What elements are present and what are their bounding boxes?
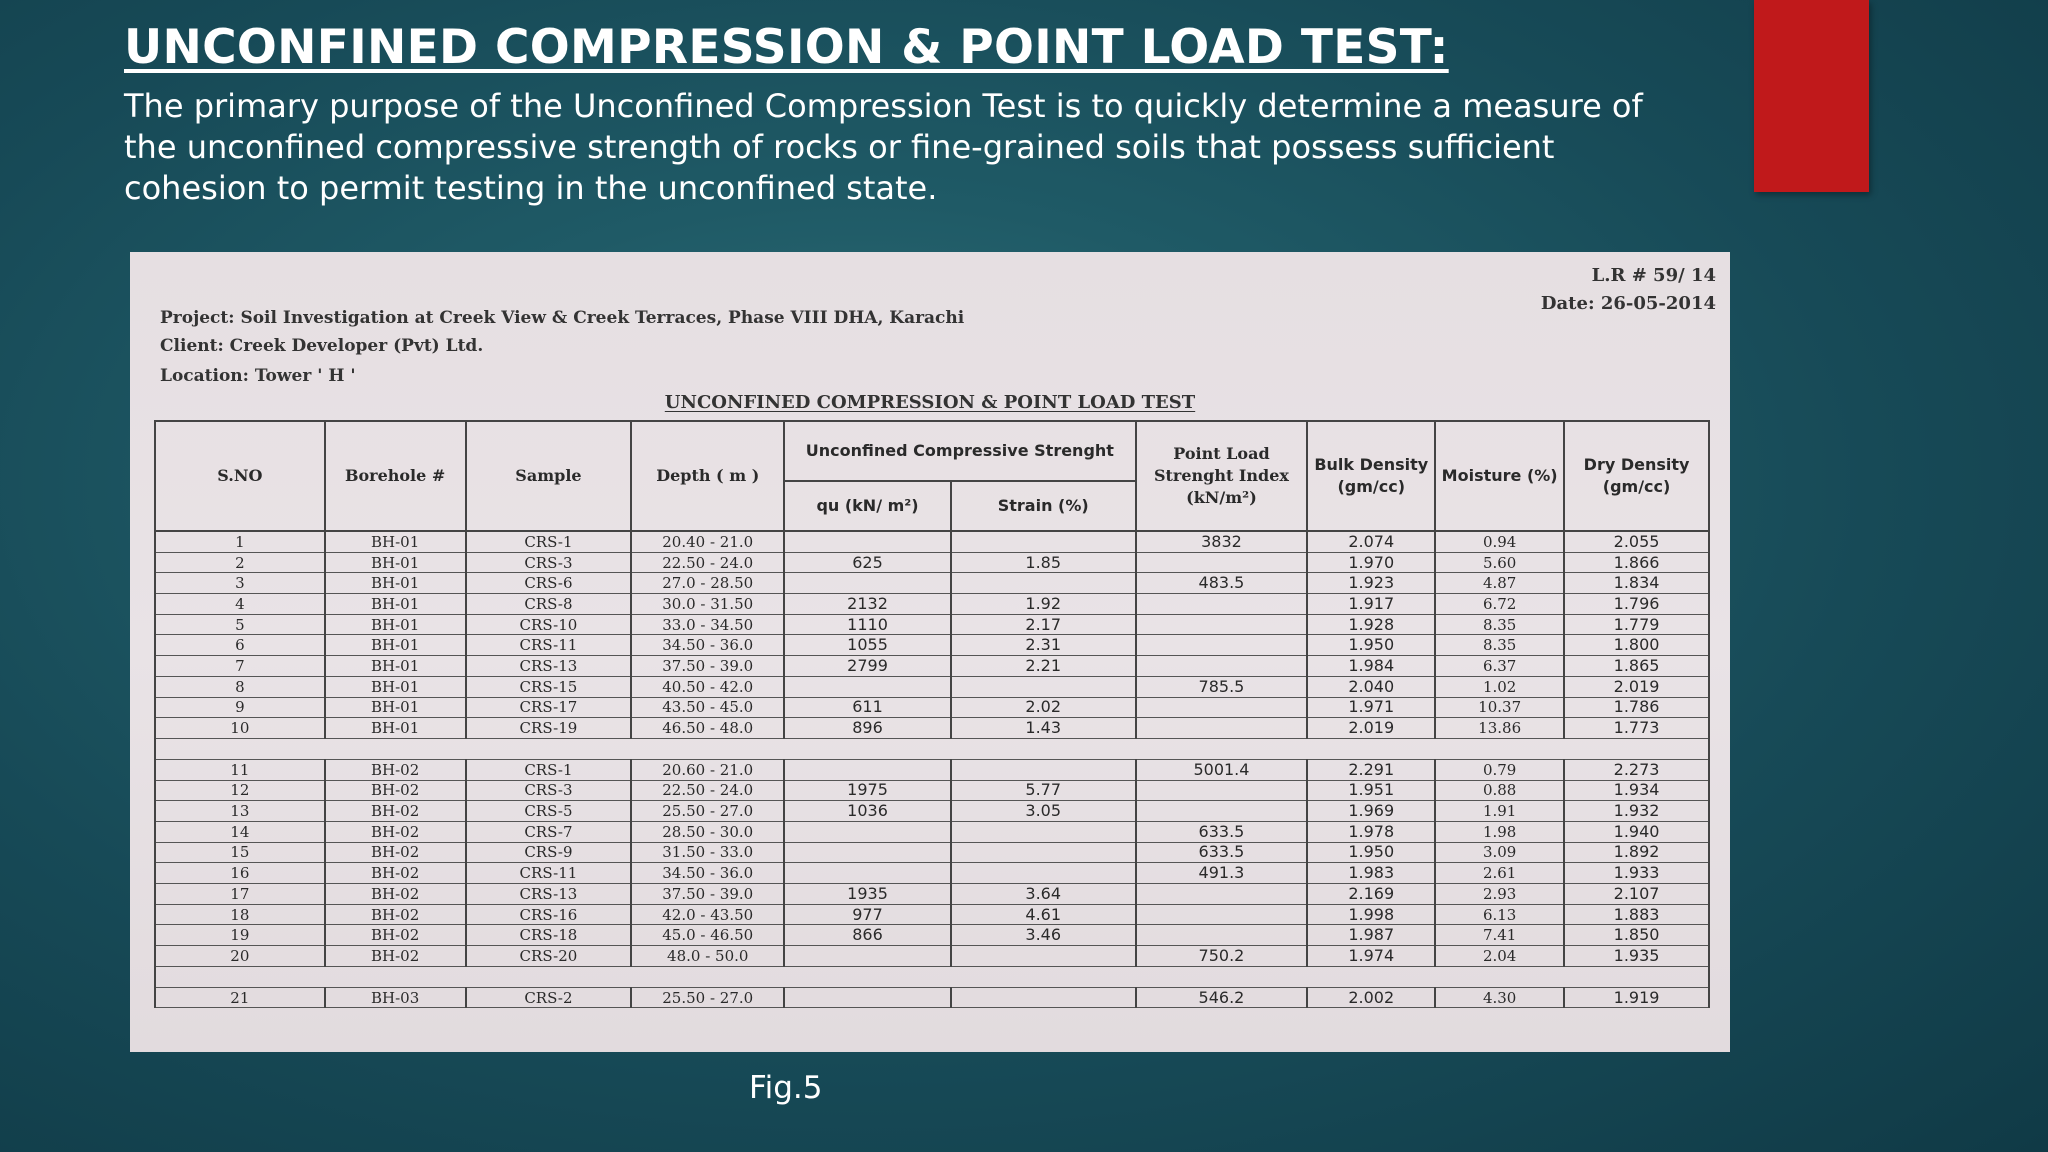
table-row [155, 904, 1709, 925]
table-cell: 3.64 [951, 884, 1136, 905]
table-cell: 896 [784, 718, 951, 739]
table-row [155, 697, 1709, 718]
test-results-table [154, 420, 1710, 1008]
table-cell: CRS-20 [466, 946, 632, 967]
table-cell [784, 863, 951, 884]
table-cell: 20.40 - 21.0 [631, 531, 784, 552]
table-cell: 1.85 [951, 552, 1136, 573]
table-cell [1136, 904, 1308, 925]
table-cell [1136, 594, 1308, 615]
table-cell: CRS-11 [466, 863, 632, 884]
figure-caption: Fig.5 [749, 1070, 823, 1106]
table-cell: CRS-17 [466, 697, 632, 718]
table-cell: 1.987 [1307, 925, 1435, 946]
table-cell: 2.169 [1307, 884, 1435, 905]
table-cell: BH-01 [325, 573, 466, 594]
table-cell: 1.923 [1307, 573, 1435, 594]
table-cell: 11 [155, 759, 325, 780]
table-cell: 31.50 - 33.0 [631, 842, 784, 863]
table-cell: BH-01 [325, 531, 466, 552]
table-cell: 1.43 [951, 718, 1136, 739]
table-cell: 25.50 - 27.0 [631, 987, 784, 1008]
table-cell: 0.88 [1435, 780, 1564, 801]
table-cell: 866 [784, 925, 951, 946]
table-cell: 20 [155, 946, 325, 967]
table-cell: CRS-11 [466, 635, 632, 656]
table-cell: 1.940 [1564, 821, 1709, 842]
table-cell: 5.60 [1435, 552, 1564, 573]
table-cell: 3832 [1136, 531, 1308, 552]
location-line: Location: Tower ' H ' [160, 366, 356, 386]
client-line: Client: Creek Developer (Pvt) Ltd. [160, 336, 484, 356]
table-cell [1136, 552, 1308, 573]
table-cell: 1.02 [1435, 676, 1564, 697]
table-cell: 1.928 [1307, 614, 1435, 635]
table-row [155, 759, 1709, 780]
table-cell: 9 [155, 697, 325, 718]
table-row [155, 614, 1709, 635]
table-cell [1136, 656, 1308, 677]
table-cell: BH-01 [325, 697, 466, 718]
table-cell [951, 573, 1136, 594]
table-row [155, 801, 1709, 822]
table-cell: BH-01 [325, 676, 466, 697]
table-cell: BH-02 [325, 884, 466, 905]
table-row [155, 946, 1709, 967]
table-cell: BH-01 [325, 594, 466, 615]
table-cell: CRS-13 [466, 656, 632, 677]
table-cell: 977 [784, 904, 951, 925]
table-cell: 3.46 [951, 925, 1136, 946]
table-cell: 0.79 [1435, 759, 1564, 780]
table-spacer-row [155, 738, 1709, 759]
table-cell: BH-02 [325, 821, 466, 842]
table-cell: 4.61 [951, 904, 1136, 925]
table-cell: 37.50 - 39.0 [631, 656, 784, 677]
header-strain: Strain (%) [951, 481, 1136, 531]
table-row [155, 531, 1709, 552]
red-accent-bar [1754, 0, 1869, 192]
table-cell: 1.950 [1307, 842, 1435, 863]
table-cell: 18 [155, 904, 325, 925]
slide-title: UNCONFINED COMPRESSION & POINT LOAD TEST: [124, 20, 1449, 75]
table-cell: 2132 [784, 594, 951, 615]
table-cell: BH-01 [325, 635, 466, 656]
table-title: UNCONFINED COMPRESSION & POINT LOAD TEST [664, 392, 1196, 413]
header-bulk-density: Bulk Density (gm/cc) [1307, 421, 1435, 531]
table-cell: 16 [155, 863, 325, 884]
table-cell: 1.892 [1564, 842, 1709, 863]
table-cell: 2.291 [1307, 759, 1435, 780]
table-cell [784, 987, 951, 1008]
table-cell: 1.934 [1564, 780, 1709, 801]
table-cell: 2.17 [951, 614, 1136, 635]
table-cell: 1.779 [1564, 614, 1709, 635]
table-cell: 0.94 [1435, 531, 1564, 552]
table-cell: 10 [155, 718, 325, 739]
table-cell: BH-01 [325, 718, 466, 739]
table-cell: 28.50 - 30.0 [631, 821, 784, 842]
table-cell: 2.107 [1564, 884, 1709, 905]
table-cell: 43.50 - 45.0 [631, 697, 784, 718]
table-cell: 10.37 [1435, 697, 1564, 718]
header-sample: Sample [466, 421, 632, 531]
table-cell: 7 [155, 656, 325, 677]
table-cell [1136, 801, 1308, 822]
table-cell: 2.31 [951, 635, 1136, 656]
table-cell [951, 759, 1136, 780]
table-cell: 12 [155, 780, 325, 801]
table-cell [1136, 780, 1308, 801]
table-cell: 2.019 [1307, 718, 1435, 739]
table-cell: CRS-19 [466, 718, 632, 739]
table-cell: CRS-5 [466, 801, 632, 822]
table-cell: 5 [155, 614, 325, 635]
table-cell: 27.0 - 28.50 [631, 573, 784, 594]
table-cell: BH-02 [325, 925, 466, 946]
table-cell: 1055 [784, 635, 951, 656]
table-cell: 3.05 [951, 801, 1136, 822]
header-point-load: Point Load Strenght Index (kN/m²) [1136, 421, 1308, 531]
table-cell: 483.5 [1136, 573, 1308, 594]
table-cell: CRS-2 [466, 987, 632, 1008]
table-cell [784, 573, 951, 594]
table-cell: 1.932 [1564, 801, 1709, 822]
table-cell: 785.5 [1136, 676, 1308, 697]
table-cell: 1.951 [1307, 780, 1435, 801]
table-row [155, 884, 1709, 905]
table-cell: BH-02 [325, 904, 466, 925]
table-row [155, 552, 1709, 573]
table-cell: 1.974 [1307, 946, 1435, 967]
table-row [155, 676, 1709, 697]
slide-description: The primary purpose of the Unconfined Compression Test is to quickly determine a measure of the unconfined compressive strength of rocks or fine-grained soils that possess sufficient cohesion to permit testing in the unconfined state. [124, 87, 1643, 207]
table-cell: 633.5 [1136, 821, 1308, 842]
scanned-report-image [130, 252, 1730, 1052]
table-cell [951, 676, 1136, 697]
table-cell: CRS-16 [466, 904, 632, 925]
table-row [155, 821, 1709, 842]
table-cell [784, 531, 951, 552]
table-cell: 1.970 [1307, 552, 1435, 573]
table-cell: 2 [155, 552, 325, 573]
table-cell: 2.21 [951, 656, 1136, 677]
table-cell [951, 842, 1136, 863]
table-cell: 6.37 [1435, 656, 1564, 677]
table-cell: 25.50 - 27.0 [631, 801, 784, 822]
table-cell: BH-02 [325, 759, 466, 780]
table-cell: CRS-1 [466, 759, 632, 780]
table-cell: 8.35 [1435, 614, 1564, 635]
table-cell: BH-01 [325, 552, 466, 573]
table-cell: 46.50 - 48.0 [631, 718, 784, 739]
table-cell: BH-02 [325, 780, 466, 801]
table-cell: 1.883 [1564, 904, 1709, 925]
table-cell: 13 [155, 801, 325, 822]
table-cell: 1.969 [1307, 801, 1435, 822]
table-cell: 1.971 [1307, 697, 1435, 718]
table-cell: 34.50 - 36.0 [631, 635, 784, 656]
table-cell: 1975 [784, 780, 951, 801]
table-cell: 2.019 [1564, 676, 1709, 697]
table-cell: 1036 [784, 801, 951, 822]
table-cell [1136, 884, 1308, 905]
table-cell: CRS-9 [466, 842, 632, 863]
table-cell: 15 [155, 842, 325, 863]
table-row [155, 780, 1709, 801]
table-cell: 1 [155, 531, 325, 552]
table-cell: 1.865 [1564, 656, 1709, 677]
table-cell: 2.61 [1435, 863, 1564, 884]
table-cell: 2.002 [1307, 987, 1435, 1008]
table-cell: 1.786 [1564, 697, 1709, 718]
table-cell: 7.41 [1435, 925, 1564, 946]
table-cell [1136, 635, 1308, 656]
table-cell: BH-02 [325, 842, 466, 863]
table-cell: 2799 [784, 656, 951, 677]
table-cell: 8 [155, 676, 325, 697]
table-cell: 48.0 - 50.0 [631, 946, 784, 967]
table-cell: 1.800 [1564, 635, 1709, 656]
table-cell: 19 [155, 925, 325, 946]
table-cell: 1.998 [1307, 904, 1435, 925]
table-cell: 1.92 [951, 594, 1136, 615]
table-cell: CRS-6 [466, 573, 632, 594]
table-cell [951, 821, 1136, 842]
table-row [155, 594, 1709, 615]
table-cell: 1.917 [1307, 594, 1435, 615]
table-cell [784, 821, 951, 842]
table-cell: 3 [155, 573, 325, 594]
table-cell: 1.98 [1435, 821, 1564, 842]
header-qu: qu (kN/ m²) [784, 481, 951, 531]
table-cell: 1.983 [1307, 863, 1435, 884]
header-ucs-group: Unconfined Compressive Strenght [784, 421, 1135, 481]
table-cell: 37.50 - 39.0 [631, 884, 784, 905]
report-date: Date: 26-05-2014 [1540, 293, 1716, 314]
table-cell [951, 946, 1136, 967]
table-cell: BH-01 [325, 656, 466, 677]
table-cell: 625 [784, 552, 951, 573]
table-cell: 1.773 [1564, 718, 1709, 739]
table-cell: 2.074 [1307, 531, 1435, 552]
header-depth: Depth ( m ) [631, 421, 784, 531]
table-cell: 6.72 [1435, 594, 1564, 615]
table-cell: 1.919 [1564, 987, 1709, 1008]
table-cell: BH-02 [325, 946, 466, 967]
table-cell: 1.935 [1564, 946, 1709, 967]
header-borehole: Borehole # [325, 421, 466, 531]
table-cell: 30.0 - 31.50 [631, 594, 784, 615]
table-cell: BH-01 [325, 614, 466, 635]
table-row [155, 925, 1709, 946]
table-cell: 2.04 [1435, 946, 1564, 967]
table-cell: 491.3 [1136, 863, 1308, 884]
lr-number: L.R # 59/ 14 [1591, 265, 1716, 286]
table-cell: 1.834 [1564, 573, 1709, 594]
table-cell: 42.0 - 43.50 [631, 904, 784, 925]
table-cell [951, 863, 1136, 884]
table-cell: 20.60 - 21.0 [631, 759, 784, 780]
table-cell: CRS-3 [466, 780, 632, 801]
table-cell: 4 [155, 594, 325, 615]
table-cell: BH-02 [325, 863, 466, 884]
table-cell: 13.86 [1435, 718, 1564, 739]
table-cell [1136, 697, 1308, 718]
table-cell [784, 676, 951, 697]
table-cell: 22.50 - 24.0 [631, 552, 784, 573]
table-cell: 750.2 [1136, 946, 1308, 967]
table-cell: 546.2 [1136, 987, 1308, 1008]
table-cell: CRS-7 [466, 821, 632, 842]
table-cell: 3.09 [1435, 842, 1564, 863]
table-cell: 1.850 [1564, 925, 1709, 946]
table-cell: 4.30 [1435, 987, 1564, 1008]
table-cell: 22.50 - 24.0 [631, 780, 784, 801]
table-cell: CRS-10 [466, 614, 632, 635]
table-cell: 2.040 [1307, 676, 1435, 697]
table-row [155, 842, 1709, 863]
table-cell: 5.77 [951, 780, 1136, 801]
table-cell: 633.5 [1136, 842, 1308, 863]
table-cell [784, 842, 951, 863]
table-cell: 33.0 - 34.50 [631, 614, 784, 635]
table-cell [951, 987, 1136, 1008]
table-cell: CRS-8 [466, 594, 632, 615]
table-cell: BH-03 [325, 987, 466, 1008]
table-row [155, 987, 1709, 1008]
table-cell: 1.91 [1435, 801, 1564, 822]
table-row [155, 863, 1709, 884]
table-row [155, 573, 1709, 594]
table-cell: CRS-15 [466, 676, 632, 697]
table-cell: 14 [155, 821, 325, 842]
table-cell: 40.50 - 42.0 [631, 676, 784, 697]
table-row [155, 718, 1709, 739]
table-cell: CRS-1 [466, 531, 632, 552]
table-cell: CRS-18 [466, 925, 632, 946]
table-cell: CRS-13 [466, 884, 632, 905]
project-line: Project: Soil Investigation at Creek View & Creek Terraces, Phase VIII DHA, Karachi [160, 308, 965, 328]
header-sno: S.NO [155, 421, 325, 531]
table-cell: BH-02 [325, 801, 466, 822]
table-cell: 34.50 - 36.0 [631, 863, 784, 884]
table-row [155, 635, 1709, 656]
table-cell: 1.933 [1564, 863, 1709, 884]
table-cell [951, 531, 1136, 552]
table-cell [784, 946, 951, 967]
table-cell: CRS-3 [466, 552, 632, 573]
table-cell: 5001.4 [1136, 759, 1308, 780]
table-cell: 6 [155, 635, 325, 656]
table-cell: 1.984 [1307, 656, 1435, 677]
table-cell [1136, 925, 1308, 946]
table-cell: 1.978 [1307, 821, 1435, 842]
table-cell: 6.13 [1435, 904, 1564, 925]
table-cell [784, 759, 951, 780]
table-cell: 2.93 [1435, 884, 1564, 905]
table-cell: 2.02 [951, 697, 1136, 718]
table-cell: 45.0 - 46.50 [631, 925, 784, 946]
table-spacer-row [155, 966, 1709, 987]
table-cell: 1.950 [1307, 635, 1435, 656]
table-cell: 2.273 [1564, 759, 1709, 780]
header-moisture: Moisture (%) [1435, 421, 1564, 531]
table-cell: 1935 [784, 884, 951, 905]
table-cell: 21 [155, 987, 325, 1008]
table-cell: 1.796 [1564, 594, 1709, 615]
table-cell: 8.35 [1435, 635, 1564, 656]
table-cell [1136, 718, 1308, 739]
table-row [155, 656, 1709, 677]
report-reference [1541, 262, 1716, 318]
table-cell: 4.87 [1435, 573, 1564, 594]
table-cell: 611 [784, 697, 951, 718]
table-cell: 1.866 [1564, 552, 1709, 573]
table-cell: 2.055 [1564, 531, 1709, 552]
report-meta [160, 304, 964, 390]
header-dry-density: Dry Density (gm/cc) [1564, 421, 1709, 531]
table-cell: 17 [155, 884, 325, 905]
table-cell: 1110 [784, 614, 951, 635]
table-cell [1136, 614, 1308, 635]
